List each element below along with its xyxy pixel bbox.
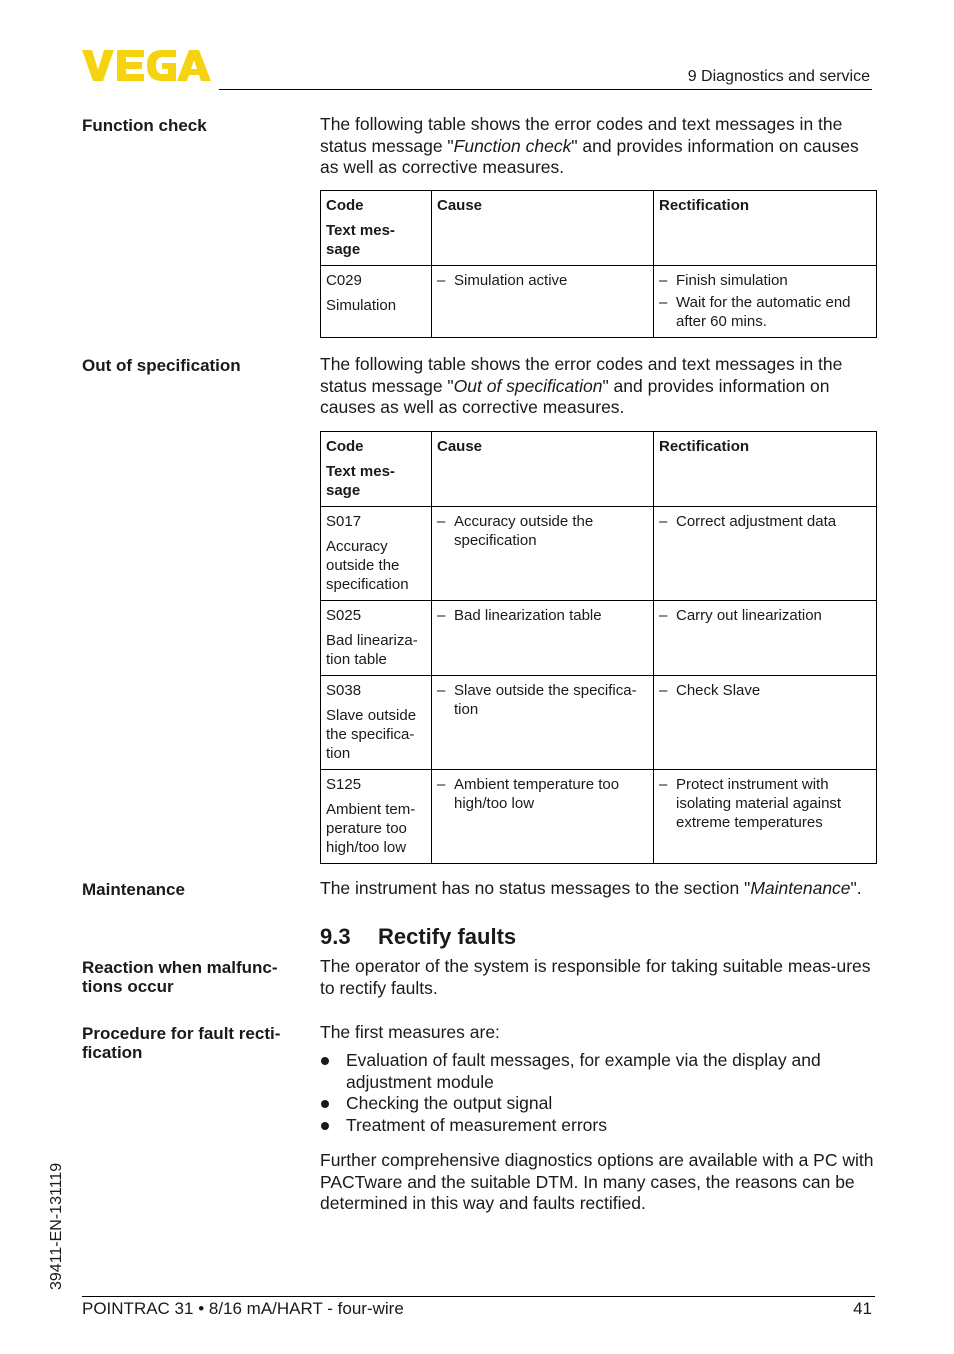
document-code: 39411-EN-131119 (48, 1162, 65, 1290)
maintenance-text: The instrument has no status messages to the section "Maintenance". (320, 878, 862, 898)
row-rectification: – Wait for the automatic end after 60 mins. (659, 293, 871, 331)
list-item: Checking the output signal (320, 1093, 876, 1115)
header-divider (219, 89, 872, 90)
out-of-spec-label: Out of specification (82, 356, 241, 375)
measures-list (320, 1050, 876, 1136)
reaction-label: Reaction when malfunc-tions occur (82, 958, 278, 996)
row-rectification: – Correct adjustment data (659, 512, 871, 531)
row-code: S125 (326, 776, 362, 793)
vega-logo-mark (82, 50, 212, 82)
row-code: C029 (326, 272, 362, 289)
row-cause: – Ambient temperature too high/too low (437, 775, 648, 813)
function-check-table (320, 190, 877, 338)
row-message: Slave outside the specifica-tion (326, 707, 417, 762)
table-row (321, 770, 877, 864)
row-code: S038 (326, 682, 362, 699)
row-rectification: – Check Slave (659, 681, 871, 700)
row-code: S017 (326, 513, 362, 530)
row-cause: – Simulation active (437, 271, 648, 290)
footer-divider (82, 1296, 875, 1297)
reaction-text: The operator of the system is responsible for taking suitable meas-ures to rectify faults. (320, 956, 871, 998)
page-number: 41 (853, 1299, 872, 1318)
footer-product: POINTRAC 31 • 8/16 mA/HART - four-wire (82, 1299, 404, 1318)
header-cause: Cause (437, 197, 483, 214)
row-rectification: – Protect instrument with isolating material against extreme temperatures (659, 775, 871, 832)
list-item: Evaluation of fault messages, for example via the display and adjustment module (320, 1050, 876, 1093)
logo-text (212, 50, 213, 51)
row-cause: – Bad linearization table (437, 606, 648, 625)
first-measures-text: The first measures are: (320, 1022, 500, 1042)
procedure-label: Procedure for fault recti-fication (82, 1024, 281, 1062)
table-row (321, 507, 877, 601)
table-row (321, 266, 877, 338)
table-header-row (321, 191, 877, 266)
section-title: Rectify faults (378, 924, 517, 949)
row-rectification: – Finish simulation (659, 271, 871, 290)
header-text-message: Text mes- sage (326, 463, 395, 499)
row-message: Bad lineariza-tion table (326, 632, 418, 668)
table-header-row (321, 432, 877, 507)
table-row (321, 601, 877, 676)
header-section-title: 9 Diagnostics and service (687, 68, 870, 85)
row-cause: – Accuracy outside the specification (437, 512, 648, 550)
function-check-intro: The following table shows the error codes and text messages in the status message "Function check" and provides information on causes as well as corrective measures. (320, 114, 859, 177)
further-diagnostics-text: Further comprehensive diagnostics options are available with a PC with PACTware and the suitable DTM. In many cases, the reasons can be determined in this way and faults rectified. (320, 1150, 874, 1213)
vega-logo (82, 50, 212, 87)
table-row (321, 676, 877, 770)
out-of-spec-table (320, 431, 877, 864)
section-heading (320, 924, 516, 950)
row-message: Ambient tem-perature too high/too low (326, 801, 416, 856)
header-rectification: Rectification (659, 438, 750, 455)
header-code: Code (326, 438, 364, 455)
function-check-label: Function check (82, 116, 207, 135)
header-rectification: Rectification (659, 197, 750, 214)
row-cause: – Slave outside the specifica-tion (437, 681, 648, 719)
maintenance-label: Maintenance (82, 880, 185, 899)
list-item: Treatment of measurement errors (320, 1115, 876, 1137)
section-number: 9.3 (320, 924, 351, 949)
out-of-spec-intro: The following table shows the error codes and text messages in the status message "Out of specification" and provides information on causes as well as corrective measures. (320, 354, 843, 417)
row-code: S025 (326, 607, 362, 624)
header-code: Code (326, 197, 364, 214)
header-text-message: Text mes- sage (326, 222, 395, 258)
row-message: Simulation (326, 297, 397, 314)
row-message: Accuracy outside the specification (326, 538, 409, 593)
header-cause: Cause (437, 438, 483, 455)
row-rectification: – Carry out linearization (659, 606, 871, 625)
